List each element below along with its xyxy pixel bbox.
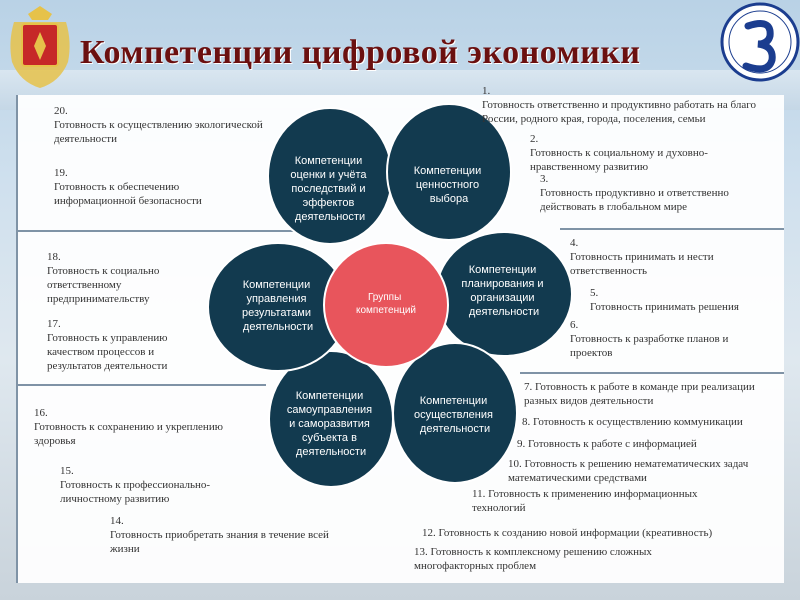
item-16: 16. Готовность к сохранению и укреплению здоровья <box>34 407 223 447</box>
page-title: Компетенции цифровой экономики <box>80 34 641 71</box>
item-19: 19. Готовность к обеспечению информационной безопасности <box>54 167 202 207</box>
item-5: 5. Готовность принимать решения <box>590 287 739 313</box>
item-9: 9. Готовность к работе с информацией <box>517 438 697 450</box>
item-10: 10. Готовность к решению нематематических задач математическими средствами <box>508 458 749 484</box>
petal-top-left-label: Компетенции оценки и учёта последствий и эффектов деятельности <box>290 155 367 223</box>
petal-left-label: Компетенции управления результатами деятельности <box>241 279 314 333</box>
item-13: 13. Готовность к комплексному решению сложных многофакторных проблем <box>414 546 652 572</box>
item-17: 17. Готовность к управлению качеством процессов и результатов деятельности <box>47 318 168 372</box>
petal-right-label: Компетенции планирования и организации деятельности <box>461 264 544 318</box>
item-11: 11. Готовность к применению информационных технологий <box>472 488 698 514</box>
item-8: 8. Готовность к осуществлению коммуникации <box>522 416 743 428</box>
petal-bottom-left-label: Компетенции самоуправления и саморазвития субъекта в деятельности <box>286 390 373 458</box>
item-1: 1. Готовность ответственно и продуктивно работать на благо России, родного края, города, поселения, семьи <box>482 85 756 125</box>
center-label: Группы компетенций <box>355 292 417 316</box>
item-14: 14. Готовность приобретать знания в течение всей жизни <box>110 515 329 555</box>
item-4: 4. Готовность принимать и нести ответственность <box>570 237 714 277</box>
item-15: 15. Готовность к профессионально-личностному развитию <box>60 465 211 505</box>
item-6: 6. Готовность к разработке планов и проектов <box>570 319 729 359</box>
petal-top-right-label: Компетенции ценностного выбора <box>413 165 482 205</box>
item-3: 3. Готовность продуктивно и ответственно действовать в глобальном мире <box>540 173 729 213</box>
item-20: 20. Готовность к осуществлению экологической деятельности <box>54 105 263 145</box>
petal-bottom-right-label: Компетенции осуществления деятельности <box>413 395 493 435</box>
item-18: 18. Готовность к социально ответственному предпринимательству <box>47 251 160 305</box>
item-7: 7. Готовность к работе в команде при реализации разных видов деятельности <box>524 381 755 407</box>
item-2: 2. Готовность к социальному и духовно-нравственному развитию <box>530 133 708 173</box>
item-12: 12. Готовность к созданию новой информации (креативность) <box>422 527 713 539</box>
